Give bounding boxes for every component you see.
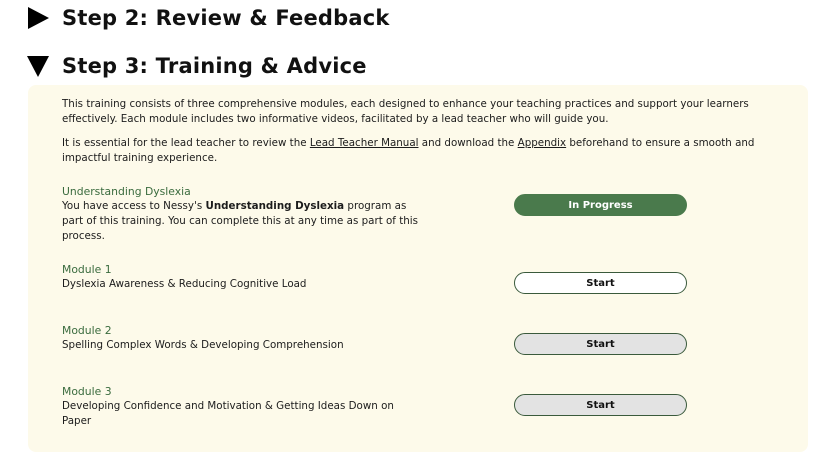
- manual-text-before: It is essential for the lead teacher to review the: [62, 137, 310, 149]
- module-title: Module 1: [62, 263, 112, 276]
- module-description: Developing Confidence and Motivation & Getting Ideas Down on Paper: [62, 400, 394, 427]
- manual-text-middle: and download the: [418, 137, 518, 149]
- desc-before: You have access to Nessy's: [62, 200, 206, 212]
- desc-after: program as part of this training. You can complete this at any time as part of this process.: [62, 200, 418, 242]
- manual-text-after: beforehand to ensure a smooth and impactful training experience.: [62, 137, 755, 164]
- module-description: Spelling Complex Words & Developing Comprehension: [62, 339, 344, 351]
- module-3-start-button[interactable]: Start: [514, 394, 687, 416]
- module-2-start-button[interactable]: Start: [514, 333, 687, 355]
- lead-teacher-manual-link[interactable]: Lead Teacher Manual: [309, 137, 419, 149]
- triangle-down-icon: [26, 54, 50, 78]
- step-3-title: Step 3: Training & Advice: [62, 54, 367, 78]
- module-understanding-dyslexia: [62, 184, 422, 244]
- module-description: [62, 199, 422, 244]
- intro-paragraph: This training consists of three comprehensive modules, each designed to enhance your teaching practices and support your learners effectively. Each module includes two informative videos, facilitated by a lead teacher who will guide you.: [62, 98, 749, 125]
- appendix-link[interactable]: Appendix: [517, 137, 567, 149]
- in-progress-button[interactable]: In Progress: [514, 194, 687, 216]
- step-3-header[interactable]: [26, 52, 367, 80]
- desc-bold: Understanding Dyslexia: [205, 200, 345, 212]
- training-panel: [28, 85, 808, 452]
- module-1-start-button[interactable]: Start: [514, 272, 687, 294]
- module-1: [62, 262, 422, 292]
- manual-paragraph: [62, 136, 772, 166]
- module-2: [62, 323, 422, 353]
- module-title: Understanding Dyslexia: [62, 185, 191, 198]
- module-title: Module 3: [62, 385, 112, 398]
- step-2-header[interactable]: [26, 4, 390, 32]
- module-description: Dyslexia Awareness & Reducing Cognitive Load: [62, 278, 307, 290]
- module-title: Module 2: [62, 324, 112, 337]
- step-2-title: Step 2: Review & Feedback: [62, 6, 390, 30]
- module-3: [62, 384, 422, 429]
- triangle-right-icon: [26, 6, 50, 30]
